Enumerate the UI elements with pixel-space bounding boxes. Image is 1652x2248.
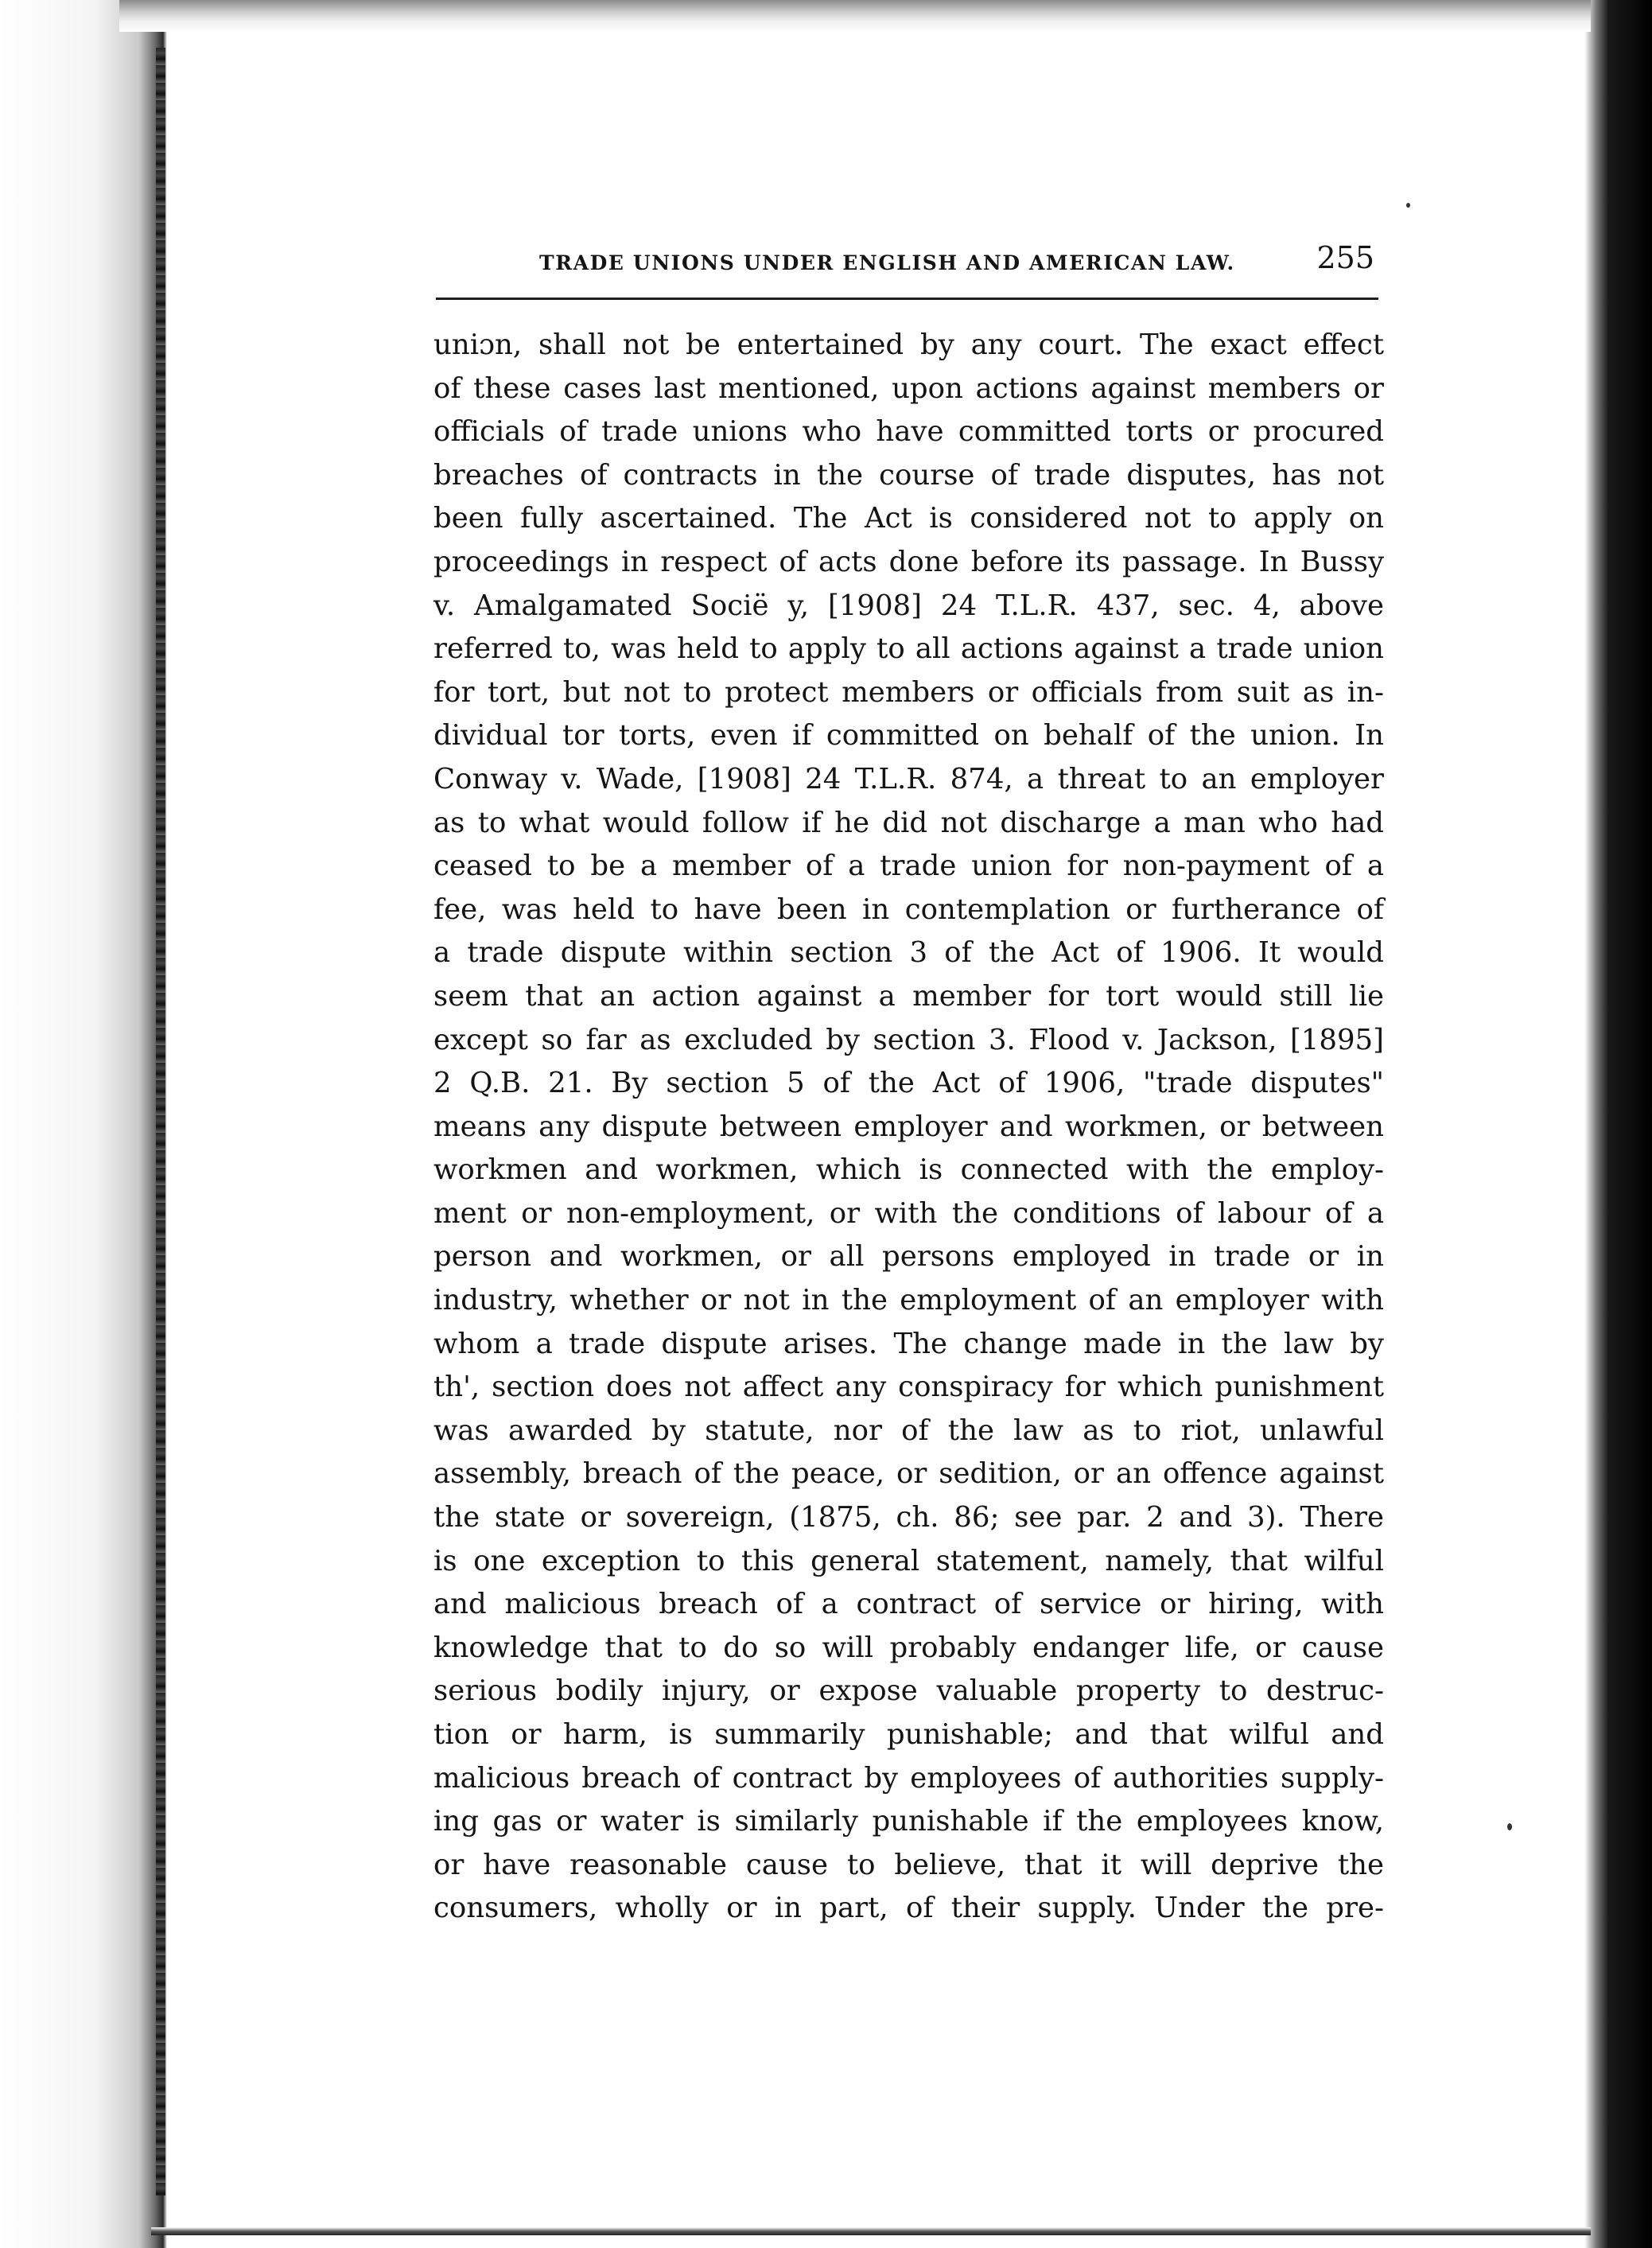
text-line: Conway v. Wade, [1908] 24 T.L.R. 874, a threat to an employer [433,762,1384,795]
text-line: means any dispute between employer and workmen, or between [433,1110,1384,1143]
text-line: malicious breach of contract by employees of authorities supply- [433,1761,1384,1795]
book-binding-shadow [156,48,165,2195]
text-line: or have reasonable cause to believe, that it will deprive the [433,1848,1384,1881]
text-line: of these cases last mentioned, upon actions against members or [433,371,1384,405]
text-line: ing gas or water is similarly punishable if the employees know, [433,1805,1384,1838]
text-line: person and workmen, or all persons employed in trade or in [433,1240,1384,1274]
text-line: is one exception to this general statement, namely, that wilful [433,1544,1384,1577]
text-line: fee, was held to have been in contemplation or furtherance of [433,893,1384,926]
scan-right-edge [1584,0,1652,2248]
text-line: as to what would follow if he did not discharge a man who had [433,806,1384,839]
page-header [539,240,1374,288]
text-line: the state or sovereign, (1875, ch. 86; see par. 2 and 3). There [433,1501,1384,1534]
scan-left-edge [0,0,167,2248]
text-line: workmen and workmen, which is connected with the employ- [433,1153,1384,1187]
text-line: proceedings in respect of acts done before its passage. In Bussy [433,545,1384,578]
text-line: except so far as excluded by section 3. Flood v. Jackson, [1895] [433,1023,1384,1056]
text-line: breaches of contracts in the course of trade disputes, has not [433,458,1384,492]
scan-speck [1507,1823,1512,1830]
text-line: industry, whether or not in the employment of an employer with [433,1284,1384,1317]
text-line: th', section does not affect any conspiracy for which punishment [433,1371,1384,1404]
text-line: v. Amalgamated Socië y, [1908] 24 T.L.R. 437, sec. 4, above [433,589,1384,622]
text-line: a trade dispute within section 3 of the Act of 1906. It would [433,936,1384,970]
running-head: TRADE UNIONS UNDER ENGLISH AND AMERICAN LAW. [539,251,1235,274]
text-line: seem that an action against a member for tort would still lie [433,979,1384,1013]
text-line: and malicious breach of a contract of service or hiring, with [433,1588,1384,1621]
text-line: ment or non-employment, or with the conditions of labour of a [433,1196,1384,1230]
text-line: dividual tor torts, even if committed on behalf of the union. In [433,719,1384,753]
scan-bottom-edge [151,2227,1591,2235]
text-line: for tort, but not to protect members or officials from suit as in- [433,675,1384,709]
text-line: 2 Q.B. 21. By section 5 of the Act of 1906, "trade disputes" [433,1067,1384,1100]
page-number: 255 [1316,240,1374,275]
text-line: knowledge that to do so will probably endanger life, or cause [433,1631,1384,1664]
text-line: serious bodily injury, or expose valuable property to destruc- [433,1674,1384,1708]
text-line: was awarded by statute, nor of the law as to riot, unlawful [433,1414,1384,1447]
text-line: tion or harm, is summarily punishable; and that wilful and [433,1718,1384,1751]
body-text [433,324,1384,1931]
scan-speck [1406,203,1410,208]
text-line: uniɔn, shall not be entertained by any court. The exact effect [433,329,1384,361]
text-line: assembly, breach of the peace, or sedition, or an offence against [433,1457,1384,1491]
text-line: ceased to be a member of a trade union for non-payment of a [433,850,1384,883]
text-line: been fully ascertained. The Act is considered not to apply on [433,502,1384,535]
scan-top-edge [119,0,1591,32]
text-line: whom a trade dispute arises. The change made in the law by [433,1327,1384,1360]
header-rule [436,298,1378,300]
text-line: officials of trade unions who have committed torts or procured [433,415,1384,449]
text-line: referred to, was held to apply to all actions against a trade union [433,632,1384,666]
text-line: consumers, wholly or in part, of their supply. Under the pre- [433,1892,1384,1925]
